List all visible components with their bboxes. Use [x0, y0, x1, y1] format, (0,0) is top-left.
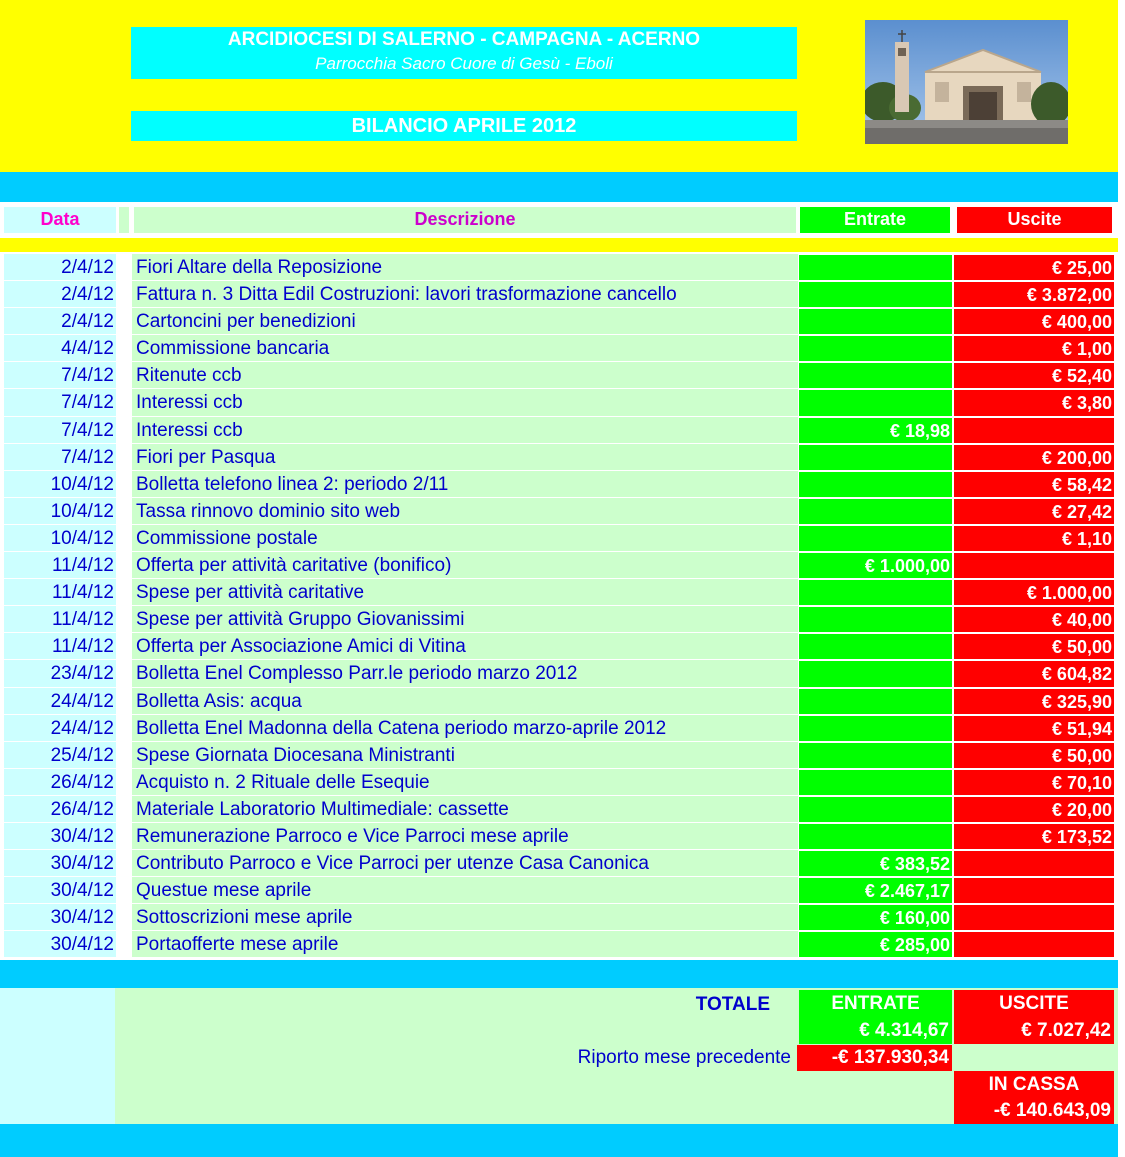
- cash-balance-value: -€ 140.643,09: [954, 1098, 1114, 1124]
- row-date: 25/4/12: [4, 742, 116, 769]
- row-description: Fattura n. 3 Ditta Edil Costruzioni: lavori trasformazione cancello: [132, 281, 798, 308]
- row-description: Cartoncini per benedizioni: [132, 308, 798, 335]
- table-row: [4, 931, 1116, 958]
- table-row: [4, 254, 1116, 281]
- row-description: Contributo Parroco e Vice Parroci per utenze Casa Canonica: [132, 850, 798, 877]
- row-description: Fiori Altare della Reposizione: [132, 254, 798, 281]
- table-row: [4, 525, 1116, 552]
- separator-band: [0, 172, 1118, 202]
- row-income: € 285,00: [799, 931, 952, 958]
- row-income: € 2.467,17: [799, 877, 952, 904]
- table-row: [4, 498, 1116, 525]
- row-date: 30/4/12: [4, 877, 116, 904]
- row-date: 30/4/12: [4, 931, 116, 958]
- row-description: Spese Giornata Diocesana Ministranti: [132, 742, 798, 769]
- row-expense: € 52,40: [954, 362, 1114, 389]
- diocese-title: ARCIDIOCESI DI SALERNO - CAMPAGNA - ACERNO: [227, 29, 701, 50]
- column-header-income: Entrate: [800, 207, 950, 233]
- row-date: 11/4/12: [4, 606, 116, 633]
- row-income: [799, 715, 952, 742]
- row-date: 2/4/12: [4, 254, 116, 281]
- table-row: [4, 308, 1116, 335]
- row-expense: € 27,42: [954, 498, 1114, 525]
- table-row: [4, 850, 1116, 877]
- transactions-table: [4, 254, 1116, 958]
- row-date: 11/4/12: [4, 579, 116, 606]
- table-row: [4, 742, 1116, 769]
- row-expense: € 40,00: [954, 606, 1114, 633]
- row-expense: € 3.872,00: [954, 281, 1114, 308]
- row-income: [799, 281, 952, 308]
- row-date: 11/4/12: [4, 552, 116, 579]
- table-row: [4, 471, 1116, 498]
- row-description: Interessi ccb: [132, 417, 798, 444]
- row-expense: € 50,00: [954, 633, 1114, 660]
- row-date: 4/4/12: [4, 335, 116, 362]
- row-income: [799, 335, 952, 362]
- row-description: Ritenute ccb: [132, 362, 798, 389]
- row-income: [799, 796, 952, 823]
- church-image: [865, 20, 1068, 144]
- expense-total-value: € 7.027,42: [954, 1018, 1114, 1044]
- row-income: [799, 579, 952, 606]
- row-description: Portaofferte mese aprile: [132, 931, 798, 958]
- row-expense: [954, 877, 1114, 904]
- row-date: 7/4/12: [4, 362, 116, 389]
- row-income: € 18,98: [799, 417, 952, 444]
- row-income: [799, 254, 952, 281]
- row-description: Questue mese aprile: [132, 877, 798, 904]
- row-expense: [954, 931, 1114, 958]
- church-photo: [865, 20, 1068, 144]
- row-date: 26/4/12: [4, 796, 116, 823]
- table-row: [4, 335, 1116, 362]
- row-date: 30/4/12: [4, 904, 116, 931]
- row-expense: € 1.000,00: [954, 579, 1114, 606]
- row-divider: [4, 957, 1114, 958]
- row-date: 30/4/12: [4, 850, 116, 877]
- row-income: [799, 823, 952, 850]
- row-expense: € 50,00: [954, 742, 1114, 769]
- row-expense: € 325,90: [954, 688, 1114, 715]
- cash-balance-label: IN CASSA: [954, 1071, 1114, 1098]
- row-date: 2/4/12: [4, 308, 116, 335]
- row-expense: € 1,10: [954, 525, 1114, 552]
- row-description: Commissione bancaria: [132, 335, 798, 362]
- row-expense: € 604,82: [954, 660, 1114, 687]
- row-description: Acquisto n. 2 Rituale delle Esequie: [132, 769, 798, 796]
- table-row: [4, 688, 1116, 715]
- table-row: [4, 362, 1116, 389]
- table-row: [4, 877, 1116, 904]
- row-income: [799, 389, 952, 416]
- table-row: [4, 552, 1116, 579]
- row-description: Fiori per Pasqua: [132, 444, 798, 471]
- income-total-label: ENTRATE: [799, 990, 952, 1018]
- row-date: 10/4/12: [4, 498, 116, 525]
- row-expense: € 25,00: [954, 254, 1114, 281]
- row-income: [799, 444, 952, 471]
- row-date: 10/4/12: [4, 471, 116, 498]
- table-row: [4, 660, 1116, 687]
- row-income: [799, 660, 952, 687]
- row-expense: [954, 850, 1114, 877]
- table-row: [4, 606, 1116, 633]
- previous-balance-value: -€ 137.930,34: [797, 1045, 952, 1071]
- table-row: [4, 715, 1116, 742]
- row-date: 26/4/12: [4, 769, 116, 796]
- separator-band: [0, 960, 1118, 988]
- row-date: 30/4/12: [4, 823, 116, 850]
- row-income: [799, 769, 952, 796]
- table-row: [4, 823, 1116, 850]
- row-description: Materiale Laboratorio Multimediale: cassette: [132, 796, 798, 823]
- row-description: Bolletta telefono linea 2: periodo 2/11: [132, 471, 798, 498]
- table-row: [4, 769, 1116, 796]
- row-income: [799, 633, 952, 660]
- row-date: 24/4/12: [4, 688, 116, 715]
- column-header-gap: [119, 207, 129, 233]
- row-income: € 1.000,00: [799, 552, 952, 579]
- separator-band-yellow: [0, 238, 1118, 252]
- column-header-date: Data: [4, 207, 116, 233]
- row-income: € 160,00: [799, 904, 952, 931]
- table-row: [4, 444, 1116, 471]
- row-expense: € 400,00: [954, 308, 1114, 335]
- row-description: Offerta per Associazione Amici di Vitina: [132, 633, 798, 660]
- row-description: Remunerazione Parroco e Vice Parroci mese aprile: [132, 823, 798, 850]
- row-date: 7/4/12: [4, 389, 116, 416]
- parish-subtitle: Parrocchia Sacro Cuore di Gesù - Eboli: [315, 54, 613, 73]
- row-expense: [954, 417, 1114, 444]
- row-income: [799, 688, 952, 715]
- previous-balance-label: Riporto mese precedente: [577, 1047, 791, 1068]
- row-income: [799, 308, 952, 335]
- row-expense: € 51,94: [954, 715, 1114, 742]
- row-income: [799, 498, 952, 525]
- row-expense: € 3,80: [954, 389, 1114, 416]
- row-expense: € 200,00: [954, 444, 1114, 471]
- row-description: Bolletta Asis: acqua: [132, 688, 798, 715]
- table-row: [4, 904, 1116, 931]
- table-row: [4, 417, 1116, 444]
- report-title: BILANCIO APRILE 2012: [131, 111, 797, 141]
- row-description: Interessi ccb: [132, 389, 798, 416]
- table-row: [4, 389, 1116, 416]
- separator-band: [0, 1124, 1118, 1157]
- row-date: 24/4/12: [4, 715, 116, 742]
- row-description: Spese per attività Gruppo Giovanissimi: [132, 606, 798, 633]
- row-income: [799, 525, 952, 552]
- row-expense: [954, 552, 1114, 579]
- table-row: [4, 579, 1116, 606]
- expense-total-label: USCITE: [954, 990, 1114, 1018]
- row-date: 11/4/12: [4, 633, 116, 660]
- row-description: Sottoscrizioni mese aprile: [132, 904, 798, 931]
- totals-label: TOTALE: [695, 994, 770, 1015]
- row-expense: € 20,00: [954, 796, 1114, 823]
- row-date: 7/4/12: [4, 417, 116, 444]
- row-description: Bolletta Enel Complesso Parr.le periodo marzo 2012: [132, 660, 798, 687]
- totals-left-panel: [0, 988, 115, 1124]
- row-expense: € 58,42: [954, 471, 1114, 498]
- row-income: [799, 362, 952, 389]
- row-date: 7/4/12: [4, 444, 116, 471]
- table-row: [4, 796, 1116, 823]
- table-row: [4, 281, 1116, 308]
- row-expense: € 173,52: [954, 823, 1114, 850]
- column-header-description: Descrizione: [134, 207, 796, 233]
- row-description: Offerta per attività caritative (bonifico): [132, 552, 798, 579]
- row-expense: € 1,00: [954, 335, 1114, 362]
- row-expense: [954, 904, 1114, 931]
- row-income: [799, 742, 952, 769]
- column-header-expense: Uscite: [957, 207, 1112, 233]
- table-row: [4, 633, 1116, 660]
- row-description: Commissione postale: [132, 525, 798, 552]
- row-income: [799, 606, 952, 633]
- row-description: Bolletta Enel Madonna della Catena periodo marzo-aprile 2012: [132, 715, 798, 742]
- row-date: 23/4/12: [4, 660, 116, 687]
- title-box: [131, 27, 797, 79]
- row-income: [799, 471, 952, 498]
- row-date: 10/4/12: [4, 525, 116, 552]
- row-expense: € 70,10: [954, 769, 1114, 796]
- income-total-value: € 4.314,67: [799, 1018, 952, 1044]
- row-description: Tassa rinnovo dominio sito web: [132, 498, 798, 525]
- row-description: Spese per attività caritative: [132, 579, 798, 606]
- row-date: 2/4/12: [4, 281, 116, 308]
- row-income: € 383,52: [799, 850, 952, 877]
